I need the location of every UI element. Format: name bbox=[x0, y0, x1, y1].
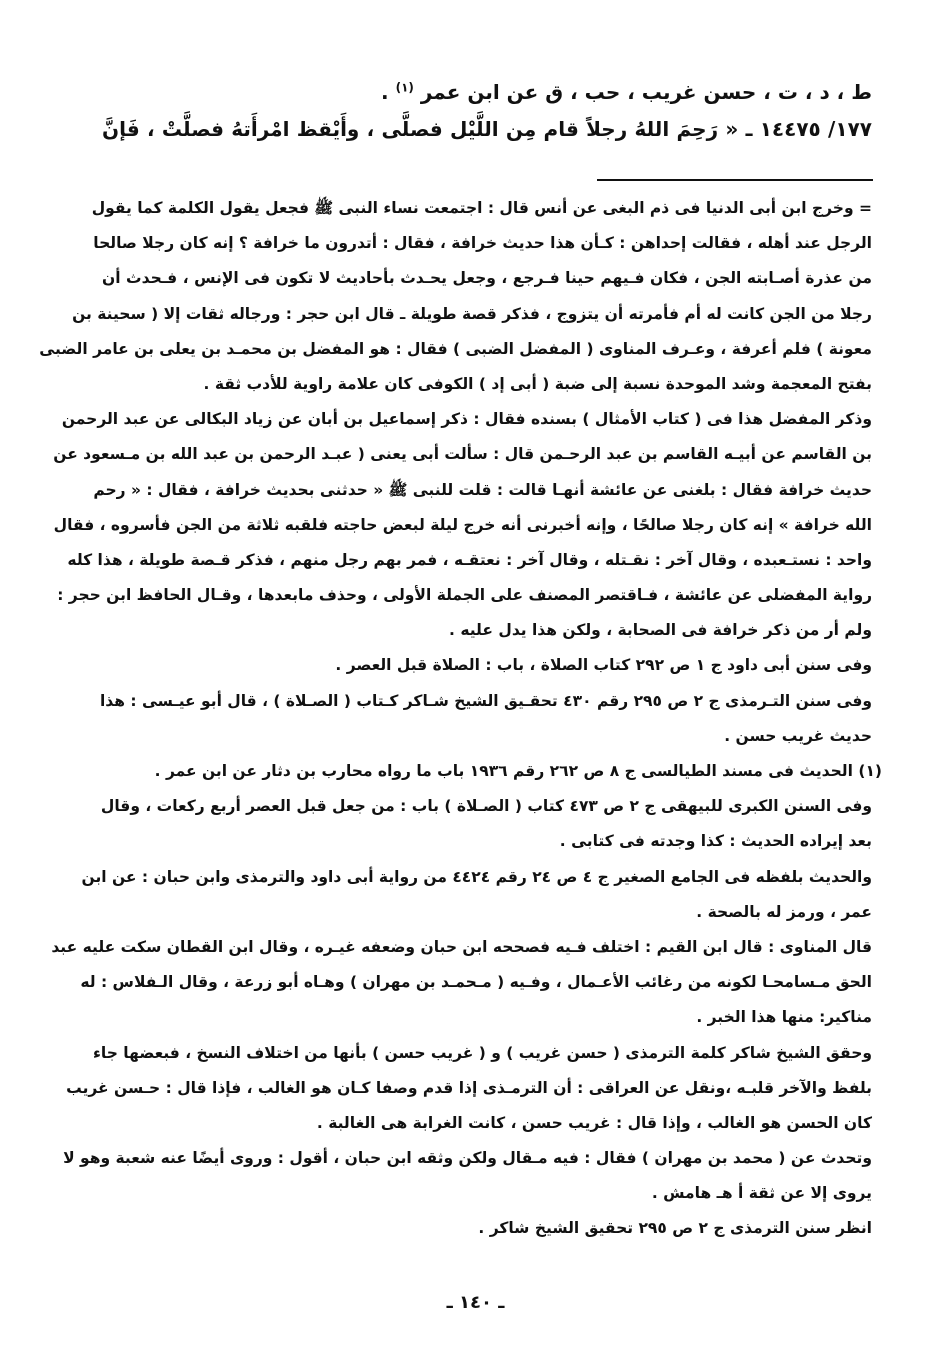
footnote-line: مناكير: منها هذا الخبر . bbox=[696, 1008, 872, 1027]
footnote-line: معونة ) فلم أعرفة ، وعـرف المناوى ( المفضل الضبى ) فقال : هو المفضل بن محمـد بن يعلى بن عامر الضبى bbox=[39, 339, 872, 358]
footnote-line: الله خرافة » إنه كان رجلا صالحًا ، وإنه أخبرنى أنه خرج ليلة لبعض حاجته فلقبه ثلاثة من الجن فأسروه ، فقال bbox=[53, 515, 872, 534]
footnote-line: واحد : نستـعبده ، وقال آخر : نقـتله ، وقال آخر : نعتقـه ، فمر بهم رجل منهم ، فذكر قـصة طويلة ، هذا كله bbox=[67, 550, 872, 569]
footnote-line: حديث خرافة فقال : بلغنى عن عائشة أنهـا قالت : قلت للنبى ﷺ « حدثنى بحديث خرافة ، فقال : « رحم bbox=[93, 480, 872, 499]
footnote-line: الرجل عند أهله ، فقالت إحداهن : كـأن هذا حديث خرافة ، فقال : أتدرون ما خرافة ؟ إنه كان رجلا صالحا bbox=[93, 234, 872, 253]
footnote-line: ولم أر من ذكر خرافة فى الصحابة ، ولكن هذا يدل عليه . bbox=[449, 621, 872, 640]
footnote-line: بلفظ والآخر قلبـه ،ونقل عن العراقى : أن الترمـذى إذا قدم وصفا كـان هو الغالب ، فإذا قال : حـسن غريب bbox=[66, 1078, 872, 1097]
footnote-line: رجلا من الجن كانت له أم فأمرته أن يتزوج ، فذكر قصة طويلة ـ قال ابن حجر : ورجاله ثقات إلا ( سحينة بن bbox=[72, 304, 872, 323]
footnote-line: من عذرة أصـابته الجن ، فكان فـيهم حينا فـرجع ، وجعل يحـدث بأحاديث لا تكون فى الإنس ، فـحدث أن bbox=[102, 269, 872, 288]
footnote-line: وفى سنن التـرمذى ج ٢ ص ٢٩٥ رقم ٤٣٠ تحقـيق الشيخ شـاكر كـتاب ( الصـلاة ) ، قال أبو عيـسى : هذا bbox=[99, 691, 872, 710]
footnote-divider bbox=[597, 179, 873, 181]
hadith-source-line bbox=[102, 80, 872, 104]
footnote-line: والحديث بلفظه فى الجامع الصغير ج ٤ ص ٢٤ رقم ٤٤٢٤ من رواية أبى داود والترمذى وابن حبان : عن ابن bbox=[81, 867, 872, 886]
footnote-ref[interactable]: (١) bbox=[395, 80, 414, 95]
footnote-line: عمر ، ورمز له بالصحة . bbox=[696, 902, 872, 921]
footnote-line: الحق مـسامحـا لكونه من رغائب الأعـمال ، وفـيه ( مـحمـد بن مهران ) وهـاه أبو زرعة ، وقال الـفلاس : له bbox=[80, 973, 872, 992]
footnotes bbox=[39, 191, 882, 1247]
hadith-text: ١٧٧/ ١٤٤٧٥ ـ « رَحِمَ اللهُ رجلاً قام مِن اللَّيْل فصلَّى ، وأَيْقظ امْرأَتهُ فصلَّتْ ، فَإنَّ bbox=[102, 117, 872, 141]
footnote-line: انظر سنن الترمذى ج ٢ ص ٢٩٥ تحقيق الشيخ شاكر . bbox=[478, 1219, 872, 1238]
footnote-line: وحقق الشيخ شاكر كلمة الترمذى ( حسن غريب ) و ( غريب حسن ) بأنها من اختلاف النسخ ، فبعضها جاء bbox=[92, 1043, 872, 1062]
footnote-line: بفتح المعجمة وشد الموحدة نسبة إلى ضبة ( أبى إد ) الكوفى كان علامة راوية للأدب ثقة . bbox=[203, 374, 872, 393]
footnote-line: كان الحسن هو الغالب ، وإذا قال : غريب حسن ، كانت الغرابة هى الغالبة . bbox=[316, 1113, 872, 1132]
footnote-line: وفى سنن أبى داود ج ١ ص ٢٩٢ كتاب الصلاة ، باب : الصلاة قبل العصر . bbox=[335, 656, 872, 675]
page-number: ـ ١٤٠ ـ bbox=[446, 1292, 505, 1313]
footnote-line: وفى السنن الكبرى للبيهقى ج ٢ ص ٤٧٣ كتاب ( الصـلاة ) باب : من جعل قبل العصر أربع ركعات ، وقال bbox=[100, 797, 872, 816]
footnote-line: وذكر المفضل هذا فى ( كتاب الأمثال ) بسنده فقال : ذكر إسماعيل بن أبان عن زياد البكالى عن عبد الرحمن bbox=[61, 410, 872, 429]
footnote-line: حديث غريب حسن . bbox=[724, 726, 872, 745]
footnote-1-start: (١) الحديث فى مسند الطيالسى ج ٨ ص ٢٦٢ رقم ١٩٣٦ باب ما رواه محارب بن دثار عن ابن عمر . bbox=[154, 762, 882, 780]
footnote-line: قال المناوى : قال ابن القيم : اختلف فـيه فصححه ابن حبان وضعفه غيـره ، وقال ابن القطان سكت عليه عبد bbox=[51, 937, 872, 956]
footnote-line: بعد إيراده الحديث : كذا وجدته فى كتابى . bbox=[559, 832, 872, 851]
footnote-line: = وخرج ابن أبى الدنيا فى ذم البغى عن أنس قال : اجتمعت نساء النبى ﷺ فجعل يقول الكلمة كما يقول bbox=[91, 199, 872, 217]
source-end: . bbox=[381, 80, 396, 104]
source-text: ط ، د ، ت ، حسن غريب ، حب ، ق عن ابن عمر bbox=[420, 80, 872, 104]
footnote-line: وتحدث عن ( محمد بن مهران ) فقال : فيه مـقال ولكن وثقه ابن حبان ، أقول : وروى أيضًا عنه شعبة وهو لا bbox=[63, 1149, 872, 1168]
footnote-line: رواية المفضلى عن عائشة ، فـاقتصر المصنف على الجملة الأولى ، وحذف مابعدها ، وقـال الحافظ ابن حجر : bbox=[57, 586, 872, 605]
footnote-line: بن القاسم عن أبيـه القاسم بن عبد الرحـمن قال : سألت أبى يعنى ( عبـد الرحمن بن عبد الله بن مـسعود عن bbox=[53, 445, 872, 464]
footnote-line: يروى إلا عن ثقة أ هـ هامش . bbox=[651, 1184, 872, 1203]
